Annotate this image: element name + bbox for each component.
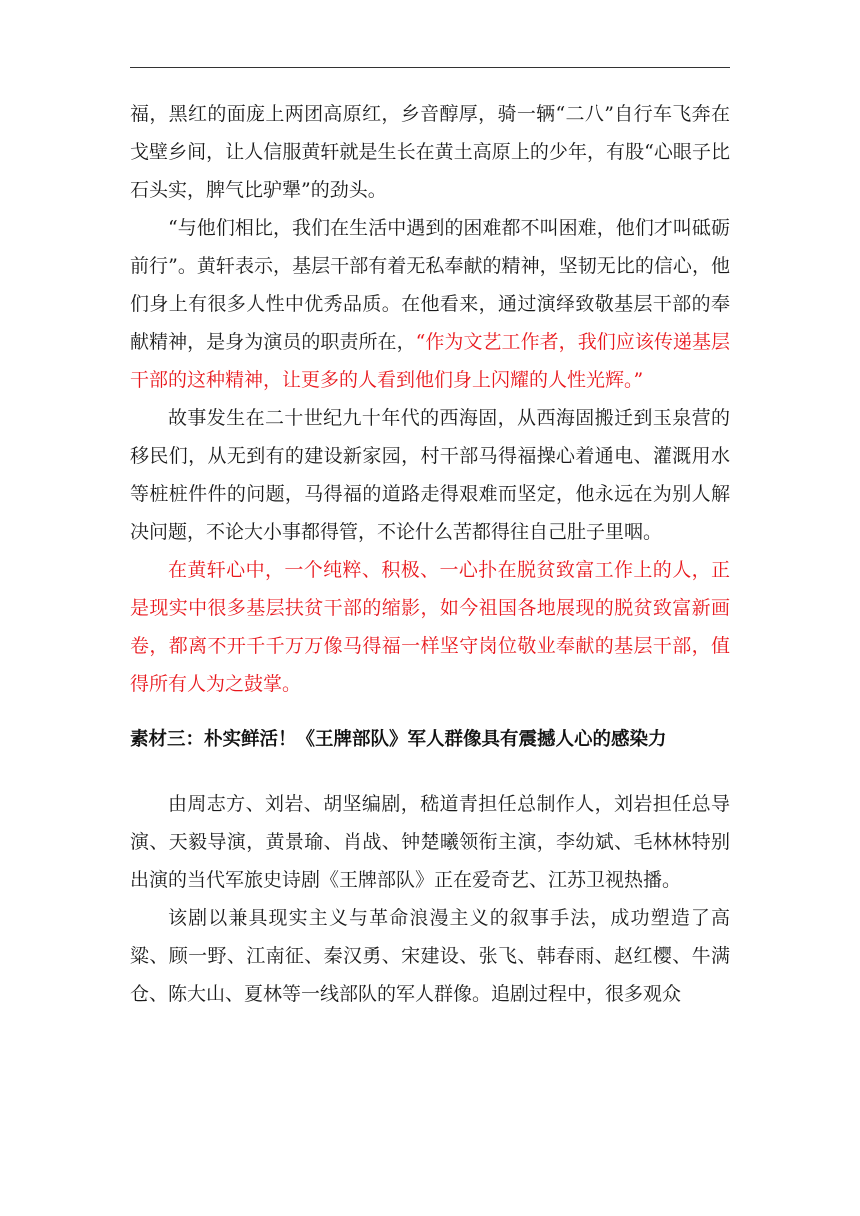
- body-paragraph-story: 故事发生在二十世纪九十年代的西海固，从西海固搬迁到玉泉营的移民们，从无到有的建设新家园，村干部马得福操心着通电、灌溉用水等桩桩件件的问题，马得福的道路走得艰难而坚定，他永远在为别人解决问题，不论大小事都得管，不论什么苦都得往自己肚子里咽。: [130, 407, 730, 543]
- body-paragraph-quote: [130, 209, 730, 399]
- header-rule: [130, 67, 730, 68]
- quote-text: “与他们相比，我们在生活中遇到的困难都不叫困难，他们才叫砥砺前行”。黄轩表示，基层干部有着无私奉献的精神，坚韧无比的信心，他们身上有很多人性中优秀品质。在他看来，通过演绎致敬基层干部的奉献精神，是身为演员的职责所在，: [130, 217, 730, 353]
- document-body: [130, 95, 730, 1013]
- body-paragraph-credits: 由周志方、刘岩、胡坚编剧，嵇道青担任总制作人，刘岩担任总导演、天毅导演，黄景瑜、肖战、钟楚曦领衔主演，李幼斌、毛林林特别出演的当代军旅史诗剧《王牌部队》正在爱奇艺、江苏卫视热播。: [130, 793, 730, 891]
- section-heading: 素材三：朴实鲜活！《王牌部队》军人群像具有震撼人心的感染力: [130, 729, 667, 750]
- highlighted-paragraph: 在黄轩心中，一个纯粹、积极、一心扑在脱贫致富工作上的人，正是现实中很多基层扶贫干部的缩影，如今祖国各地展现的脱贫致富新画卷，都离不开千千万万像马得福一样坚守岗位敬业奉献的基层干部，值得所有人为之鼓掌。: [130, 559, 730, 695]
- body-paragraph-characters: 该剧以兼具现实主义与革命浪漫主义的叙事手法，成功塑造了高粱、顾一野、江南征、秦汉勇、宋建设、张飞、韩春雨、赵红樱、牛满仓、陈大山、夏林等一线部队的军人群像。追剧过程中，很多观众: [130, 907, 730, 1005]
- highlighted-quote: “作为文艺工作者，我们应该传递基层干部的这种精神，让更多的人看到他们身上闪耀的人性光辉。”: [130, 331, 730, 391]
- body-paragraph-continued: 福，黑红的面庞上两团高原红，乡音醇厚，骑一辆“二八”自行车飞奔在戈壁乡间，让人信服黄轩就是生长在黄土高原上的少年，有股“心眼子比石头实，脾气比驴犟”的劲头。: [130, 103, 730, 201]
